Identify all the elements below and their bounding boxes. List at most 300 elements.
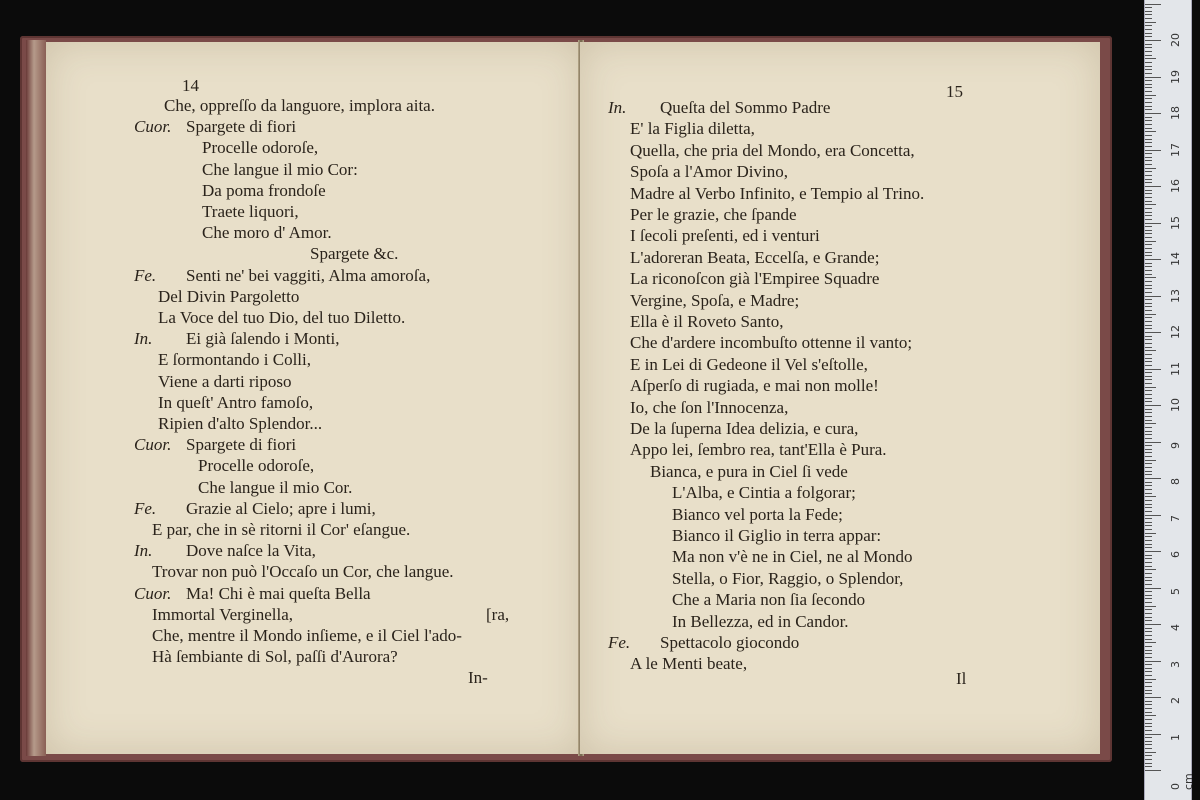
ruler-tick: [1145, 369, 1161, 370]
ruler-tick: [1145, 682, 1152, 683]
verse-line: L'adoreran Beata, Eccelſa, e Grande;: [630, 247, 880, 267]
ruler-tick: [1145, 588, 1161, 589]
ruler-tick: [1145, 204, 1156, 205]
verse-line: E ſormontando i Colli,: [158, 350, 311, 370]
ruler-tick: [1145, 40, 1161, 41]
ruler-unit-label: 0 cm: [1169, 773, 1195, 790]
ruler-tick: [1145, 595, 1152, 596]
ruler-tick: [1145, 150, 1161, 151]
verse-line: Procelle odoroſe,: [198, 456, 315, 476]
ruler-tick: [1145, 212, 1152, 213]
verse-line: Che langue il mio Cor.: [198, 477, 353, 497]
verse-line: L'Alba, e Cintia a folgorar;: [672, 483, 856, 503]
ruler-tick: [1145, 296, 1161, 297]
ruler-tick: [1145, 671, 1152, 672]
ruler-tick: [1145, 569, 1156, 570]
ruler-tick: [1145, 533, 1156, 534]
ruler-tick: [1145, 547, 1152, 548]
ruler-number: 13: [1169, 288, 1182, 303]
verse-line: Trovar non può l'Occaſo un Cor, che langue.: [152, 562, 454, 582]
ruler-tick: [1145, 164, 1152, 165]
verse-line: Queſta del Sommo Padre: [660, 98, 831, 117]
verse-line: Per le grazie, che ſpande: [630, 205, 797, 224]
ruler-tick: [1145, 233, 1152, 234]
ruler-tick: [1145, 536, 1152, 537]
ruler-tick: [1145, 525, 1152, 526]
ruler-tick: [1145, 763, 1152, 764]
ruler-tick: [1145, 471, 1152, 472]
ruler-tick: [1145, 321, 1152, 322]
ruler-tick: [1145, 179, 1152, 180]
verse-line: Appo lei, ſembro rea, tant'Ella è Pura.: [630, 440, 887, 460]
verse-line: Bianco il Giglio in terra appar:: [672, 526, 882, 545]
ruler-tick: [1145, 504, 1152, 505]
ruler-tick: [1145, 412, 1152, 413]
ruler-tick: [1145, 511, 1152, 512]
verse-line: E in Lei di Gedeone il Vel s'eſtolle,: [630, 354, 868, 374]
ruler-tick: [1145, 230, 1152, 231]
ruler-tick: [1145, 51, 1152, 52]
verse-line: Procelle odoroſe,: [202, 138, 319, 158]
ruler-tick: [1145, 712, 1152, 713]
ruler-tick: [1145, 398, 1152, 399]
ruler-tick: [1145, 664, 1152, 665]
ruler-tick: [1145, 33, 1152, 34]
verse-line: Del Divin Pargoletto: [158, 286, 300, 306]
verse-line: Bianco vel porta la Fede;: [672, 504, 843, 524]
speaker-label: In.: [134, 541, 153, 561]
page-number: 14: [182, 76, 199, 95]
ruler-tick: [1145, 489, 1152, 490]
ruler-number: 3: [1169, 660, 1182, 668]
ruler-tick: [1145, 723, 1152, 724]
verse-line: Da poma frondoſe: [202, 180, 326, 200]
ruler-tick: [1145, 343, 1152, 344]
ruler-tick: [1145, 358, 1152, 359]
ruler-tick: [1145, 47, 1152, 48]
verse-line: Che moro d' Amor.: [202, 223, 332, 243]
ruler-tick: [1145, 748, 1152, 749]
ruler-number: 5: [1169, 587, 1182, 595]
ruler-tick: [1145, 646, 1152, 647]
ruler-tick: [1145, 401, 1152, 402]
ruler-tick: [1145, 325, 1152, 326]
ruler-tick: [1145, 693, 1152, 694]
ruler-tick: [1145, 36, 1152, 37]
ruler-tick: [1145, 770, 1161, 771]
ruler-tick: [1145, 252, 1152, 253]
ruler-tick: [1145, 350, 1156, 351]
ruler-tick: [1145, 631, 1152, 632]
ruler-tick: [1145, 317, 1152, 318]
ruler-tick: [1145, 347, 1152, 348]
ruler-tick: [1145, 379, 1152, 380]
book-cover-edge: [26, 40, 46, 756]
ruler-tick: [1145, 314, 1156, 315]
ruler-number: 11: [1169, 361, 1182, 376]
ruler-tick: [1145, 139, 1152, 140]
ruler-tick: [1145, 87, 1152, 88]
ruler-tick: [1145, 737, 1152, 738]
ruler-tick: [1145, 146, 1152, 147]
ruler-tick: [1145, 131, 1156, 132]
ruler-tick: [1145, 555, 1152, 556]
verse-line: Che langue il mio Cor:: [202, 159, 358, 179]
verse-line: A le Menti beate,: [630, 654, 748, 674]
ruler-tick: [1145, 190, 1152, 191]
ruler-tick: [1145, 310, 1152, 311]
ruler-tick: [1145, 730, 1152, 731]
ruler-tick: [1145, 186, 1161, 187]
ruler-tick: [1145, 755, 1152, 756]
verse-line: Ei già ſalendo i Monti,: [186, 329, 340, 349]
ruler-tick: [1145, 584, 1152, 585]
ruler-number: 20: [1169, 33, 1182, 47]
ruler-tick: [1145, 620, 1152, 621]
ruler-tick: [1145, 361, 1152, 362]
ruler-tick: [1145, 306, 1152, 307]
ruler-tick: [1145, 288, 1152, 289]
ruler-tick: [1145, 409, 1152, 410]
ruler-tick: [1145, 223, 1161, 224]
ruler-tick: [1145, 66, 1152, 67]
ruler-tick: [1145, 708, 1152, 709]
speaker-label: In.: [608, 98, 627, 117]
ruler-tick: [1145, 394, 1152, 395]
verse-line: De la ſuperna Idea delizia, e cura,: [630, 419, 859, 438]
ruler-tick: [1145, 456, 1152, 457]
ruler-tick: [1145, 193, 1152, 194]
ruler-tick: [1145, 168, 1156, 169]
ruler-tick: [1145, 259, 1161, 260]
verse-line: In Bellezza, ed in Candor.: [672, 611, 849, 631]
ruler-tick: [1145, 657, 1152, 658]
ruler-tick: [1145, 4, 1161, 5]
ruler-tick: [1145, 387, 1156, 388]
speaker-label: Fe.: [134, 265, 157, 285]
ruler-tick: [1145, 591, 1152, 592]
verse-line: Ripien d'alto Splendor...: [158, 414, 323, 433]
verse-line: Traete liquori,: [202, 202, 299, 221]
ruler-tick: [1145, 18, 1152, 19]
ruler-tick: [1145, 460, 1156, 461]
ruler-tick: [1145, 628, 1152, 629]
ruler-number: 12: [1169, 325, 1182, 339]
ruler-number: 7: [1169, 514, 1182, 522]
verse-line: Spettacolo giocondo: [660, 633, 800, 652]
verse-line: Viene a darti riposo: [158, 371, 292, 391]
ruler-tick: [1145, 741, 1152, 742]
ruler-tick: [1145, 726, 1152, 727]
ruler-tick: [1145, 270, 1152, 271]
ruler-number: 16: [1169, 179, 1182, 193]
verse-line: Spargete &c.: [310, 244, 399, 264]
ruler-tick: [1145, 62, 1152, 63]
speaker-label: Cuor.: [134, 583, 172, 603]
verse-line: In queſt' Antro famoſo,: [158, 392, 314, 412]
ruler-tick: [1145, 248, 1152, 249]
ruler-tick: [1145, 390, 1152, 391]
ruler-number: 15: [1169, 215, 1182, 230]
verse-line: La Voce del tuo Dio, del tuo Diletto.: [158, 308, 406, 327]
ruler-tick: [1145, 478, 1161, 479]
verse-line: Senti ne' bei vaggiti, Alma amoroſa,: [186, 265, 431, 285]
ruler-tick: [1145, 420, 1152, 421]
ruler-tick: [1145, 452, 1152, 453]
verse-line: E' la Figlia diletta,: [630, 119, 755, 139]
verse-line: Spargete di fiori: [186, 117, 297, 137]
ruler-tick: [1145, 661, 1161, 662]
ruler-tick: [1145, 679, 1156, 680]
ruler-tick: [1145, 522, 1152, 523]
verse-line: Immortal Verginella,: [152, 604, 294, 624]
ruler-tick: [1145, 197, 1152, 198]
ruler-tick: [1145, 95, 1156, 96]
ruler-tick: [1145, 624, 1161, 625]
ruler-tick: [1145, 274, 1152, 275]
ruler-tick: [1145, 354, 1152, 355]
ruler-tick: [1145, 55, 1152, 56]
ruler-tick: [1145, 241, 1156, 242]
speaker-label: In.: [134, 329, 153, 349]
ruler-tick: [1145, 431, 1152, 432]
ruler-tick: [1145, 759, 1152, 760]
page-number: 15: [946, 82, 963, 101]
ruler-tick: [1145, 25, 1152, 26]
ruler-tick: [1145, 467, 1152, 468]
ruler-tick: [1145, 734, 1161, 735]
ruler-tick: [1145, 606, 1156, 607]
verse-line: Spargete di fiori: [186, 435, 297, 455]
ruler-tick: [1145, 215, 1152, 216]
ruler-tick: [1145, 14, 1152, 15]
ruler-number: 14: [1169, 252, 1182, 266]
ruler-tick: [1145, 153, 1152, 154]
ruler-tick: [1145, 449, 1152, 450]
ruler-tick: [1145, 73, 1152, 74]
ruler-tick: [1145, 281, 1152, 282]
verse-line: Quella, che pria del Mondo, era Concetta,: [630, 140, 915, 160]
verse-line: Spoſa a l'Amor Divino,: [630, 162, 788, 182]
speaker-label: Fe.: [608, 633, 631, 652]
ruler-tick: [1145, 58, 1156, 59]
ruler-tick: [1145, 208, 1152, 209]
ruler-tick: [1145, 515, 1161, 516]
ruler-tick: [1145, 573, 1152, 574]
ruler-tick: [1145, 580, 1152, 581]
verse-line: Stella, o Fior, Raggio, o Splendor,: [672, 568, 904, 588]
ruler-number: 8: [1169, 478, 1182, 485]
ruler-tick: [1145, 84, 1152, 85]
ruler-tick: [1145, 303, 1152, 304]
verse-line: Che a Maria non ſia ſecondo: [672, 590, 866, 610]
verse-line: Ella è il Roveto Santo,: [630, 312, 784, 331]
ruler-tick: [1145, 558, 1152, 559]
ruler-tick: [1145, 617, 1152, 618]
verse-line: Aſperſo di rugiada, e mai non molle!: [630, 376, 879, 396]
ruler-tick: [1145, 704, 1152, 705]
ruler-tick: [1145, 529, 1152, 530]
speaker-label: Fe.: [134, 498, 157, 518]
ruler-tick: [1145, 299, 1152, 300]
ruler-tick: [1145, 263, 1152, 264]
ruler-tick: [1145, 602, 1152, 603]
ruler-tick: [1145, 226, 1152, 227]
ruler-tick: [1145, 668, 1152, 669]
verse-line: La riconoſcon già l'Empiree Squadre: [630, 269, 880, 289]
ruler-tick: [1145, 427, 1152, 428]
ruler-tick: [1145, 635, 1152, 636]
verse-line: Che d'ardere incombuſto ottenne il vanto;: [630, 333, 913, 353]
speaker-label: Cuor.: [134, 435, 172, 455]
ruler-tick: [1145, 650, 1152, 651]
ruler-number: 2: [1169, 697, 1182, 704]
ruler-tick: [1145, 715, 1156, 716]
ruler-tick: [1145, 423, 1156, 424]
ruler-tick: [1145, 642, 1156, 643]
ruler-tick: [1145, 175, 1152, 176]
ruler-tick: [1145, 463, 1152, 464]
verse-line: I ſecoli preſenti, ed i venturi: [630, 226, 820, 246]
measurement-ruler: [1144, 0, 1195, 800]
ruler-tick: [1145, 109, 1152, 110]
verse-line: Che, mentre il Mondo inſieme, e il Ciel l'ado-: [152, 626, 462, 645]
verse-line: Ma non v'è ne in Ciel, ne al Mondo: [672, 547, 913, 567]
open-book: [20, 36, 1112, 762]
ruler-tick: [1145, 80, 1152, 81]
ruler-tick: [1145, 201, 1152, 202]
ruler-tick: [1145, 675, 1152, 676]
ruler-number: 19: [1169, 69, 1182, 84]
ruler-tick: [1145, 98, 1152, 99]
ruler-tick: [1145, 438, 1152, 439]
ruler-tick: [1145, 540, 1152, 541]
ruler-tick: [1145, 518, 1152, 519]
ruler-tick: [1145, 102, 1152, 103]
ruler-tick: [1145, 237, 1152, 238]
ruler-tick: [1145, 29, 1152, 30]
ruler-tick: [1145, 639, 1152, 640]
ruler-tick: [1145, 328, 1152, 329]
ruler-tick: [1145, 77, 1161, 78]
ruler-tick: [1145, 11, 1152, 12]
ruler-tick: [1145, 500, 1152, 501]
ruler-tick: [1145, 551, 1161, 552]
ruler-tick: [1145, 44, 1152, 45]
ruler-tick: [1145, 383, 1152, 384]
verse-line: Dove naſce la Vita,: [186, 541, 316, 561]
ruler-tick: [1145, 372, 1152, 373]
ruler-tick: [1145, 496, 1156, 497]
ruler-tick: [1145, 106, 1152, 107]
ruler-tick: [1145, 69, 1152, 70]
verse-line: Grazie al Cielo; apre i lumi,: [186, 498, 376, 518]
ruler-tick: [1145, 128, 1152, 129]
verse-line: Madre al Verbo Infinito, e Tempio al Trino.: [630, 183, 925, 203]
ruler-tick: [1145, 701, 1152, 702]
ruler-tick: [1145, 609, 1152, 610]
ruler-tick: [1145, 339, 1152, 340]
ruler-tick: [1145, 485, 1152, 486]
ruler-tick: [1145, 124, 1152, 125]
ruler-tick: [1145, 219, 1152, 220]
ruler-tick: [1145, 365, 1152, 366]
ruler-number: 6: [1169, 551, 1182, 558]
ruler-tick: [1145, 160, 1152, 161]
ruler-tick: [1145, 566, 1152, 567]
ruler-tick: [1145, 255, 1152, 256]
ruler-tick: [1145, 376, 1152, 377]
ruler-tick: [1145, 336, 1152, 337]
ruler-tick: [1145, 752, 1156, 753]
ruler-tick: [1145, 493, 1152, 494]
ruler-tick: [1145, 544, 1152, 545]
verse-line: Io, che ſon l'Innocenza,: [630, 397, 789, 417]
ruler-tick: [1145, 690, 1152, 691]
ruler-number: 4: [1169, 624, 1182, 631]
ruler-tick: [1145, 120, 1152, 121]
ruler-tick: [1145, 653, 1152, 654]
speaker-label: Cuor.: [134, 117, 172, 137]
ruler-tick: [1145, 445, 1152, 446]
ruler-tick: [1145, 285, 1152, 286]
ruler-tick: [1145, 135, 1152, 136]
verse-line: Che, oppreſſo da languore, implora aita.: [164, 96, 435, 115]
ruler-tick: [1145, 719, 1152, 720]
verse-line: In-: [468, 668, 488, 688]
verse-line: Ma! Chi è mai queſta Bella: [186, 583, 371, 603]
ruler-tick: [1145, 332, 1161, 333]
ruler-tick: [1145, 507, 1152, 508]
ruler-tick: [1145, 7, 1152, 8]
verse-line: [ra,: [486, 604, 510, 624]
ruler-tick: [1145, 157, 1152, 158]
ruler-tick: [1145, 91, 1152, 92]
ruler-number: 9: [1169, 441, 1182, 449]
ruler-tick: [1145, 562, 1152, 563]
ruler-tick: [1145, 482, 1152, 483]
ruler-tick: [1145, 22, 1156, 23]
left-page: [46, 42, 582, 754]
verse-line: Bianca, e pura in Ciel ſi vede: [650, 461, 848, 481]
right-page: [580, 42, 1100, 754]
ruler-number: 17: [1169, 142, 1182, 157]
ruler-tick: [1145, 113, 1161, 114]
ruler-number: 1: [1169, 733, 1182, 741]
ruler-tick: [1145, 142, 1152, 143]
ruler-tick: [1145, 474, 1152, 475]
ruler-tick: [1145, 171, 1152, 172]
verse-line: Il: [956, 669, 967, 689]
ruler-tick: [1145, 744, 1152, 745]
ruler-tick: [1145, 244, 1152, 245]
ruler-tick: [1145, 266, 1152, 267]
ruler-tick: [1145, 697, 1161, 698]
verse-line: E par, che in sè ritorni il Cor' eſangue.: [152, 520, 411, 539]
ruler-tick: [1145, 182, 1152, 183]
ruler-tick: [1145, 434, 1152, 435]
ruler-tick: [1145, 292, 1152, 293]
ruler-tick: [1145, 686, 1152, 687]
verse-line: Vergine, Spoſa, e Madre;: [630, 290, 800, 310]
ruler-tick: [1145, 416, 1152, 417]
ruler-tick: [1145, 766, 1152, 767]
ruler-tick: [1145, 577, 1152, 578]
ruler-tick: [1145, 277, 1156, 278]
ruler-tick: [1145, 442, 1161, 443]
ruler-number: 10: [1169, 398, 1182, 412]
verse-line: Hà ſembiante di Sol, paſſi d'Aurora?: [152, 647, 398, 667]
